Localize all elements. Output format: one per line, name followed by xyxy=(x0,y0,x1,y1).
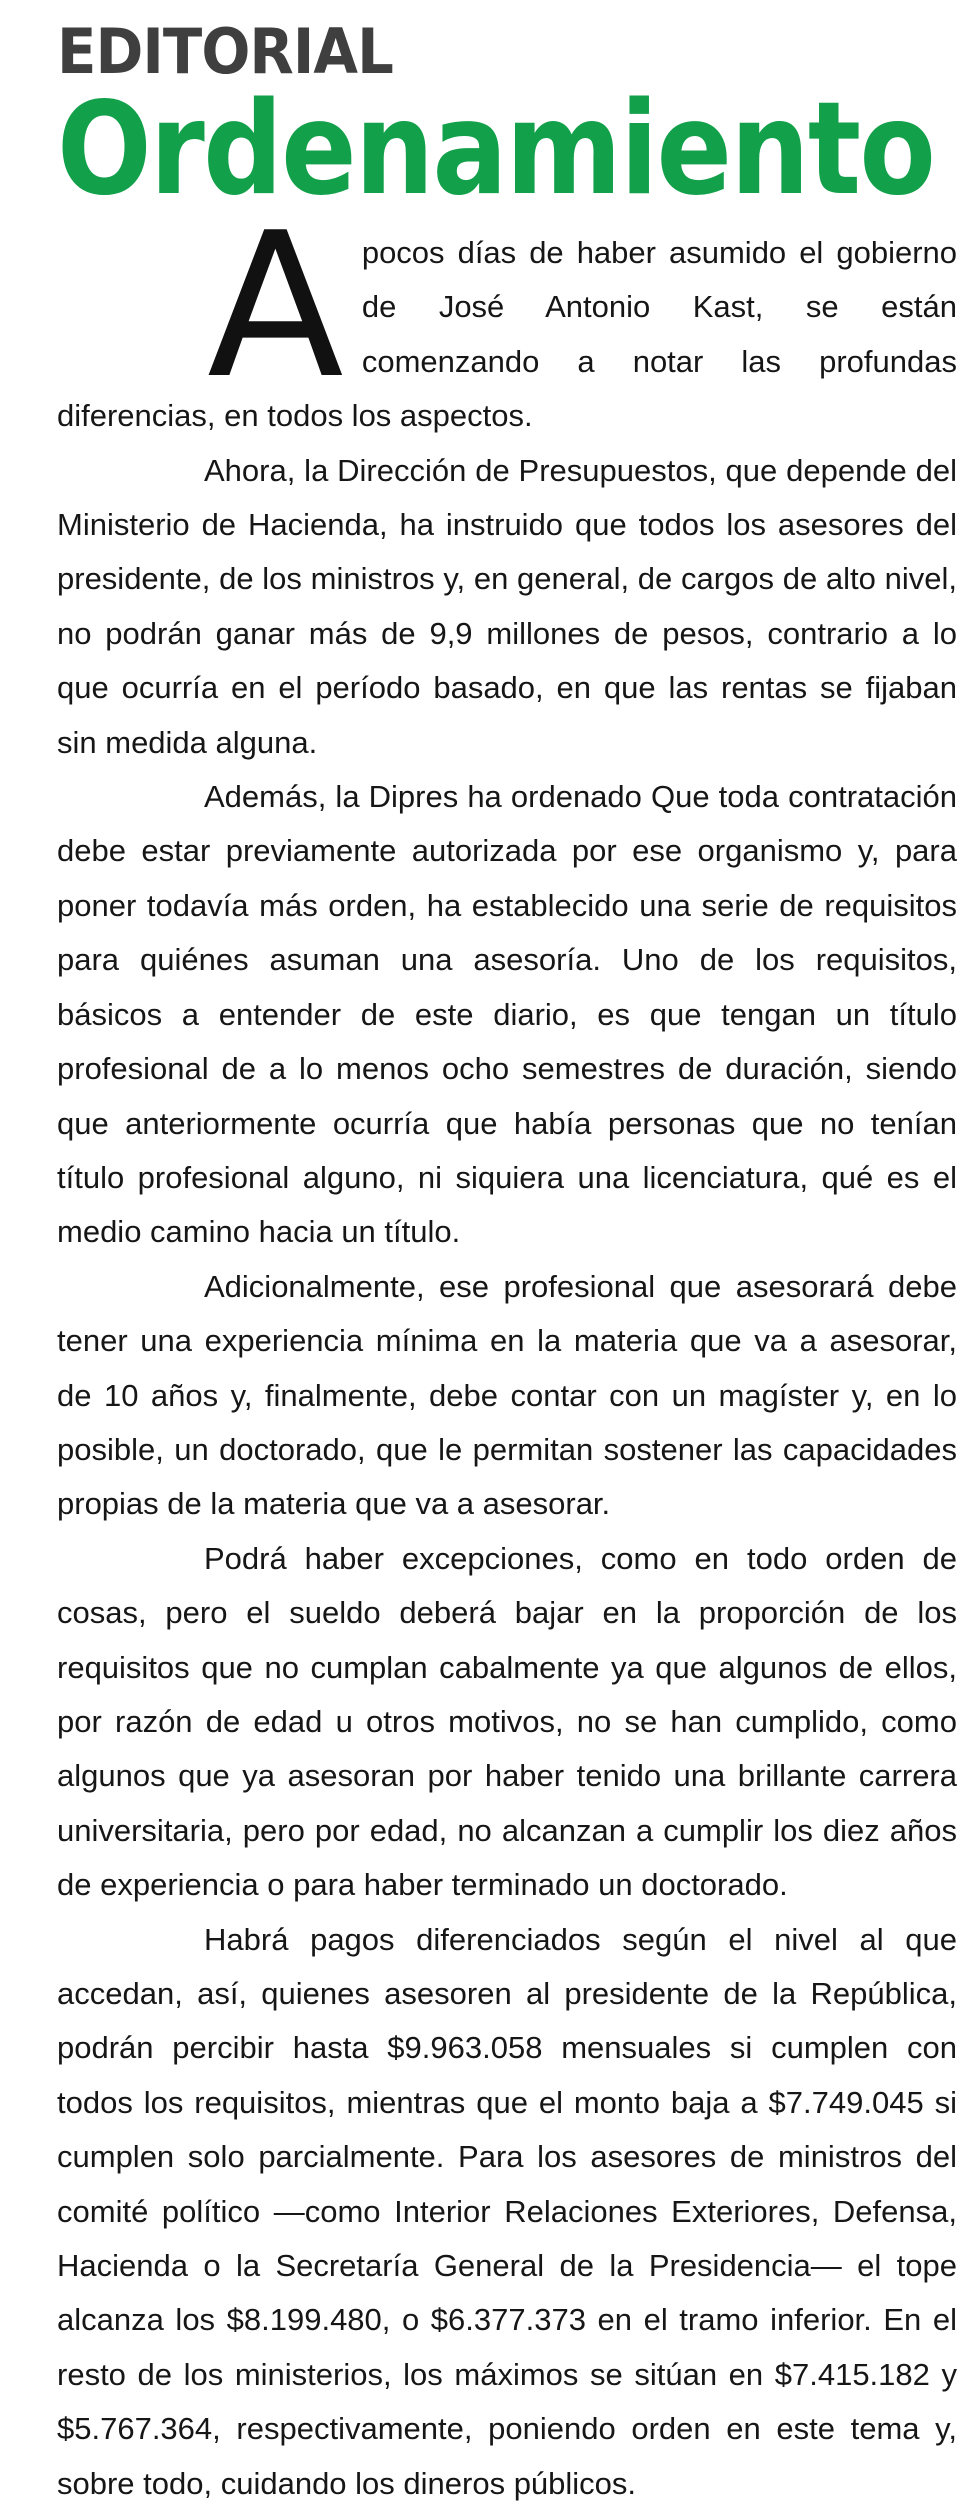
first-paragraph-text: pocos días de haber asumido el gobierno de José Antonio Kast, se están comenzando a notar las profundas diferencias, en todos los aspectos. xyxy=(57,235,957,434)
article-body xyxy=(57,190,957,2511)
article-paragraph-2: Ahora, la Dirección de Presupuestos, que depende del Ministerio de Hacienda, ha instruido que todos los asesores del presidente, de los ministros y, en general, de cargos de alto nivel, no podrán ganar más de 9,9 millones de pesos, contrario a lo que ocurría en el período basado, en que las rentas se fijaban sin medida alguna. xyxy=(57,452,957,760)
article-paragraph-5: Podrá haber excepciones, como en todo orden de cosas, pero el sueldo deberá bajar en la proporción de los requisitos que no cumplan cabalmente ya que algunos de ellos, por razón de edad u otros motivos, no se han cumplido, como algunos que ya asesoran por haber tenido una brillante carrera universitaria, pero por edad, no alcanzan a cumplir los diez años de experiencia o para haber terminado un doctorado. xyxy=(57,1540,957,1903)
drop-cap: A xyxy=(207,190,344,423)
article-paragraph-6: Habrá pagos diferenciados según el nivel al que accedan, así, quienes asesoren al presidente de la República, podrán percibir hasta $9.963.058 mensuales si cumplen con todos los requisitos, mientras que el monto baja a $7.749.045 si cumplen solo parcialmente. Para los asesores de ministros del comité político —como Interior Relaciones Exteriores, Defensa, Hacienda o la Secretaría General de la Presidencia— el tope alcanza los $8.199.480, o $6.377.373 en el tramo inferior. En el resto de los ministerios, los máximos se sitúan en $7.415.182 y $5.767.364, respectivamente, poniendo orden en este tema y, sobre todo, cuidando los dineros públicos. xyxy=(57,1921,957,2501)
article-title: Ordenamiento xyxy=(57,75,935,224)
article-paragraph-4: Adicionalmente, ese profesional que asesorará debe tener una experiencia mínima en la materia que va a asesorar, de 10 años y, finalmente, debe contar con un magíster y, en lo posible, un doctorado, que le permitan sostener las capacidades propias de la materia que va a asesorar. xyxy=(57,1268,957,1522)
article-paragraph-3: Además, la Dipres ha ordenado Que toda contratación debe estar previamente autorizada por ese organismo y, para poner todavía más orden, ha establecido una serie de requisitos para quiénes asuman una asesoría. Uno de los requisitos, básicos a entender de este diario, es que tengan un título profesional de a lo menos ocho semestres de duración, siendo que anteriormente ocurría que había personas que no tenían título profesional alguno, ni siquiera una licenciatura, qué es el medio camino hacia un título. xyxy=(57,779,957,1250)
article-paragraph-1 xyxy=(57,190,957,444)
section-label: EDITORIAL xyxy=(57,15,393,88)
